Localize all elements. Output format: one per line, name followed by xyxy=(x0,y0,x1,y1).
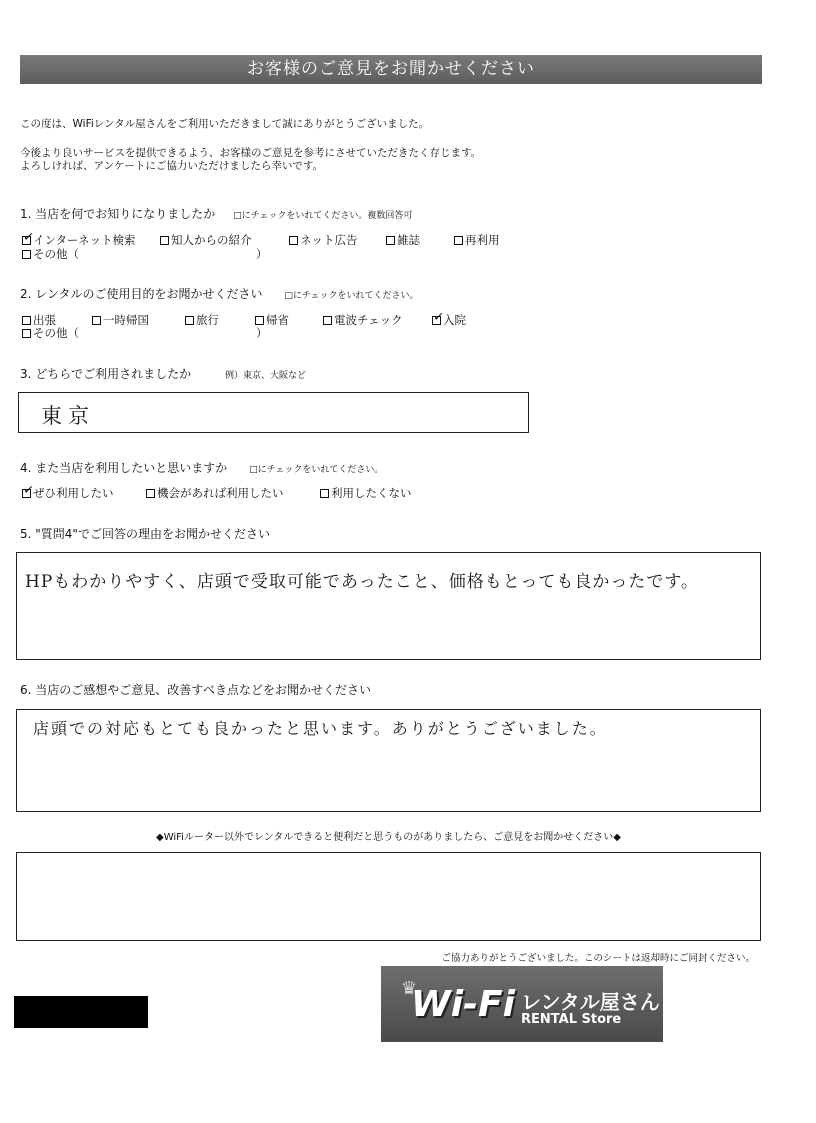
question-5-text: 5. "質問4"でご回答の理由をお聞かせください xyxy=(20,527,270,541)
intro-line-1: この度は、WiFiレンタル屋さんをご利用いただきまして誠にありがとうございました。 xyxy=(20,118,430,130)
q1-other-label: その他（ xyxy=(33,247,79,261)
intro-line-3: よろしければ、アンケートにご協力いただけましたら幸いです。 xyxy=(20,160,324,172)
q3-answer-field[interactable] xyxy=(18,392,529,433)
q4-option-no[interactable] xyxy=(320,485,412,501)
q2-option-signal-check[interactable] xyxy=(323,312,403,328)
q3-handwritten-answer: 東京 xyxy=(41,404,95,428)
question-7: ◆WiFiルーター以外でレンタルできると便利だと思うものがありましたら、ご意見をお聞かせください◆ xyxy=(156,832,621,843)
logo-wifi-text: Wi-Fi xyxy=(411,984,515,1025)
q4-option-if-chance[interactable] xyxy=(146,485,284,501)
q5-answer-field[interactable] xyxy=(16,552,761,660)
q1-option-other[interactable] xyxy=(22,246,79,262)
q4-option-definitely[interactable] xyxy=(22,482,114,501)
crown-mascot-icon: ♛ xyxy=(401,978,418,999)
checkbox[interactable] xyxy=(454,236,463,245)
page-title: お客様のご意見をお聞かせください xyxy=(247,59,535,79)
checkbox[interactable] xyxy=(22,250,31,259)
q2-other-close: ） xyxy=(256,326,268,340)
checkbox[interactable] xyxy=(386,236,395,245)
question-6-text: 6. 当店のご感想やご意見、改善すべき点などをお聞かせください xyxy=(20,683,372,697)
checkbox[interactable] xyxy=(320,489,329,498)
checkbox[interactable] xyxy=(185,316,194,325)
q2-option-label: 帰省 xyxy=(266,313,289,327)
question-2 xyxy=(20,285,419,302)
question-4 xyxy=(20,459,383,476)
checkbox-checked[interactable] xyxy=(22,482,35,499)
checkbox[interactable] xyxy=(146,489,155,498)
question-4-hint: □にチェックをいれてください。 xyxy=(249,465,384,475)
check-mark-icon: ✓ xyxy=(432,309,445,326)
question-1-text: 1. 当店を何でお知りになりましたか xyxy=(20,207,216,221)
q2-option-label: 電波チェック xyxy=(334,313,403,327)
question-6 xyxy=(20,681,371,698)
q2-option-label: 出張 xyxy=(33,313,56,327)
logo-en-text: RENTAL Store xyxy=(521,1012,622,1027)
logo-jp-text: レンタル屋さん xyxy=(521,990,660,1014)
q2-option-label: 旅行 xyxy=(196,313,219,327)
question-1-hint: □にチェックをいれてください。複数回答可 xyxy=(233,211,413,221)
q2-other-label: その他（ xyxy=(33,326,79,340)
checkbox-checked[interactable] xyxy=(22,229,35,246)
q1-option-label: インターネット検索 xyxy=(33,233,136,247)
checkbox[interactable] xyxy=(92,316,101,325)
question-3-hint: 例）東京、大阪など xyxy=(224,371,306,381)
q1-option-reuse[interactable] xyxy=(454,232,500,248)
checkbox[interactable] xyxy=(22,329,31,338)
checkbox[interactable] xyxy=(22,316,31,325)
q2-option-other[interactable] xyxy=(22,325,79,341)
checkbox[interactable] xyxy=(160,236,169,245)
question-4-text: 4. また当店を利用したいと思いますか xyxy=(20,461,228,475)
question-3 xyxy=(20,365,306,382)
question-2-text: 2. レンタルのご使用目的をお聞かせください xyxy=(20,287,263,301)
q6-answer-field[interactable] xyxy=(16,709,761,812)
question-1 xyxy=(20,205,412,222)
q1-option-magazine[interactable] xyxy=(386,232,420,248)
thanks-note: ご協力ありがとうございました。このシートは返却時にご同封ください。 xyxy=(441,953,755,964)
check-mark-icon: ✓ xyxy=(22,482,35,499)
q1-option-label: 知人からの紹介 xyxy=(171,233,252,247)
q5-handwritten-answer: HPもわかりやすく、店頭で受取可能であったこと、価格もとっても良かったです。 xyxy=(25,572,700,592)
q1-option-referral[interactable] xyxy=(160,232,252,248)
check-mark-icon: ✓ xyxy=(22,229,35,246)
q4-option-label: 利用したくない xyxy=(331,486,412,500)
redaction-block xyxy=(14,996,148,1028)
q1-option-net-ad[interactable] xyxy=(289,232,358,248)
q2-option-label: 一時帰国 xyxy=(103,313,149,327)
q6-handwritten-answer: 店頭での対応もとても良かったと思います。ありがとうございました。 xyxy=(33,719,608,738)
question-3-text: 3. どちらでご利用されましたか xyxy=(20,367,192,381)
q2-option-temp-return[interactable] xyxy=(92,312,149,328)
wifi-rental-logo xyxy=(381,966,663,1042)
question-2-hint: □にチェックをいれてください。 xyxy=(284,291,419,301)
q4-option-label: ぜひ利用したい xyxy=(33,486,114,500)
intro-line-2: 今後より良いサービスを提供できるよう、お客様のご意見を参考にさせていただきたく存じます。 xyxy=(20,147,482,159)
q1-option-label: ネット広告 xyxy=(300,233,358,247)
q7-answer-field[interactable] xyxy=(16,852,761,941)
question-5 xyxy=(20,525,270,542)
q2-option-hospital[interactable] xyxy=(432,309,466,328)
q1-other-close: ） xyxy=(256,247,268,261)
checkbox[interactable] xyxy=(255,316,264,325)
q1-option-label: 再利用 xyxy=(465,233,500,247)
q1-option-label: 雑誌 xyxy=(397,233,420,247)
q2-option-label: 入院 xyxy=(443,313,466,327)
checkbox[interactable] xyxy=(323,316,332,325)
checkbox-checked[interactable] xyxy=(432,309,445,326)
checkbox[interactable] xyxy=(289,236,298,245)
q4-option-label: 機会があれば利用したい xyxy=(157,486,284,500)
q2-option-travel[interactable] xyxy=(185,312,219,328)
survey-title-banner xyxy=(20,55,762,84)
